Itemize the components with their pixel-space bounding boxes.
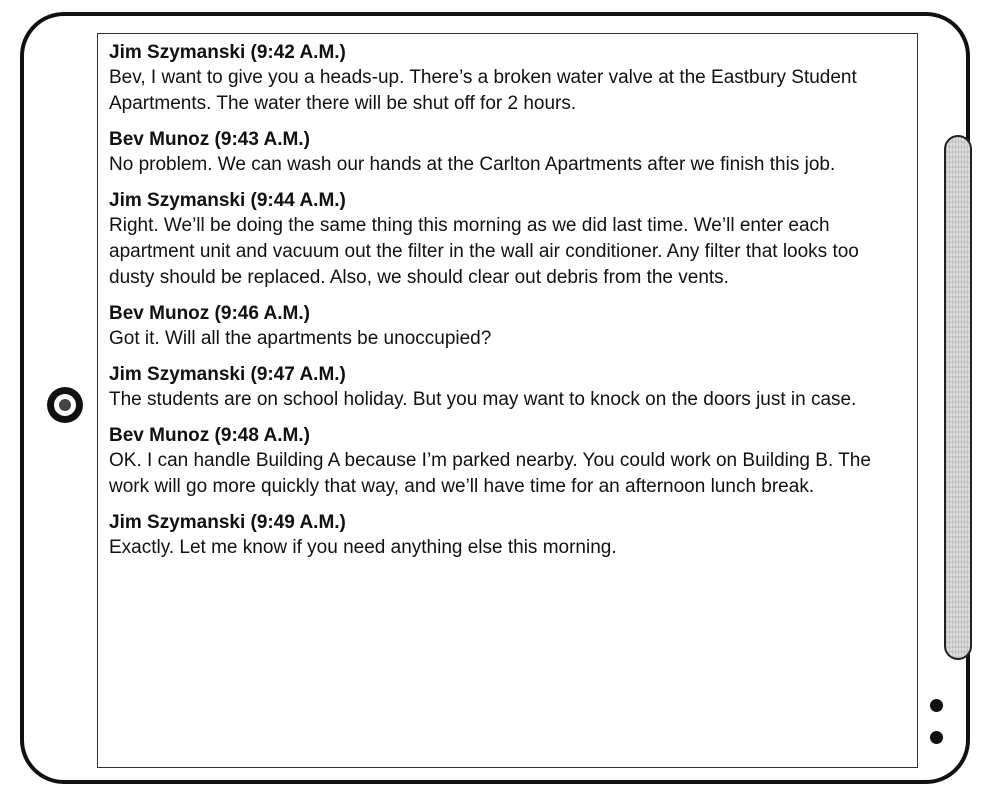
message-sender: Jim Szymanski (9:47 A.M.) (109, 364, 346, 385)
message-text: Exactly. Let me know if you need anything else this morning. (109, 537, 617, 558)
dot-icon (930, 731, 943, 744)
chat-message (109, 423, 907, 500)
message-text: Got it. Will all the apartments be unoccupied? (109, 328, 492, 349)
chat-message (109, 40, 907, 117)
scrollbar-icon[interactable] (944, 135, 972, 660)
home-button-icon[interactable] (47, 387, 83, 423)
home-button-core (59, 399, 71, 411)
chat-message (109, 301, 907, 352)
chat-panel (97, 33, 918, 768)
message-sender: Bev Munoz (9:43 A.M.) (109, 129, 310, 150)
chat-message (109, 362, 907, 413)
dot-icon (930, 699, 943, 712)
chat-message (109, 127, 907, 178)
message-sender: Jim Szymanski (9:44 A.M.) (109, 190, 346, 211)
message-sender: Jim Szymanski (9:49 A.M.) (109, 512, 346, 533)
message-sender: Bev Munoz (9:48 A.M.) (109, 425, 310, 446)
message-text: The students are on school holiday. But you may want to knock on the doors just in case. (109, 389, 857, 410)
chat-message (109, 510, 907, 561)
chat-message (109, 188, 907, 291)
message-text: Right. We’ll be doing the same thing this morning as we did last time. We’ll enter each apartment unit and vacuum out the filter in the wall air conditioner. Any filter that looks too dusty should be replaced. Also, we should clear out debris from the vents. (109, 215, 859, 288)
message-sender: Bev Munoz (9:46 A.M.) (109, 303, 310, 324)
message-text: OK. I can handle Building A because I’m parked nearby. You could work on Building B. The work will go more quickly that way, and we’ll have time for an afternoon lunch break. (109, 450, 871, 497)
message-text: No problem. We can wash our hands at the Carlton Apartments after we finish this job. (109, 154, 836, 175)
message-sender: Jim Szymanski (9:42 A.M.) (109, 42, 346, 63)
message-text: Bev, I want to give you a heads-up. There’s a broken water valve at the Eastbury Student Apartments. The water there will be shut off for 2 hours. (109, 67, 857, 114)
